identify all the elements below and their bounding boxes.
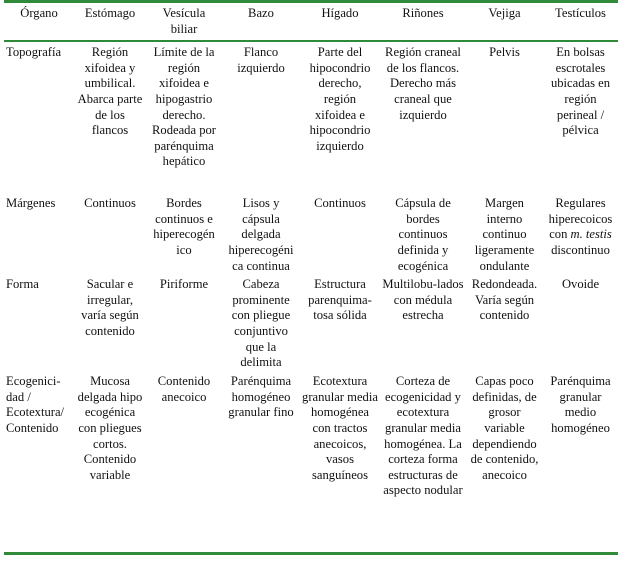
header-row	[4, 3, 618, 40]
table-row	[4, 193, 618, 274]
italic-term: m. testis	[570, 227, 612, 242]
row-label-topografia: Topografía	[6, 45, 62, 60]
header-cell-bazo: Bazo	[248, 6, 274, 20]
header-cell-testiculos: Testículos	[555, 6, 606, 20]
header-cell-rinones: Riñones	[402, 6, 444, 20]
table-cell: Sacular e irregular, varía según contenido	[81, 277, 139, 338]
row-label-forma: Forma	[6, 277, 39, 292]
cell-text: Regulares hiperecoicos con	[548, 196, 613, 242]
header-cell-estomago: Estómago	[84, 6, 136, 20]
table-cell: Corteza de ecogenicidad y ecotextura granular media homogénea. La corteza forma estructuras de aspecto nodular	[383, 374, 463, 498]
header-cell-vejiga: Vejiga	[488, 6, 521, 20]
table-cell: Ecotextura granular media homogénea con tractos anecoicos, vasos sanguíneos	[302, 374, 378, 482]
table-cell: Cabeza prominente con pliegue conjuntivo que la delimita	[231, 277, 291, 370]
bottom-rule	[4, 552, 618, 555]
row-label-ecogenicidad: Ecogenici-dad / Ecotextura/ Contenido	[6, 374, 65, 435]
table-cell: Margen interno continuo ligeramente ondulante	[474, 196, 535, 273]
table-cell: Redondeada. Varía según contenido	[471, 277, 538, 323]
table-cell: Multilobu-lados con médula estrecha	[382, 277, 464, 323]
table-cell: Parénquima granular medio homogéneo	[550, 374, 611, 435]
header-cell-higado: Hígado	[321, 6, 359, 20]
organ-ultrasound-table	[4, 3, 618, 552]
header-cell-organo: Órgano	[20, 6, 58, 20]
document-table-wrapper	[4, 0, 618, 555]
cell-text: discontinuo	[551, 242, 610, 257]
table-cell: Mucosa delgada hipo ecogénica con pliegues cortos. Contenido variable	[77, 374, 143, 482]
table-cell: Estructura parenquima-tosa sólida	[308, 277, 372, 323]
table-cell: Ovoide	[561, 277, 600, 292]
table-cell	[543, 193, 618, 274]
table-cell: Pelvis	[489, 45, 520, 60]
header-cell-vesicula: Vesícula biliar	[162, 6, 206, 36]
table-cell: Continuos	[84, 196, 136, 211]
table-row	[4, 274, 618, 371]
table-cell: Parte del hipocondrio derecho, región xifoidea e hipocondrio izquierdo	[309, 45, 371, 153]
table-cell: Contenido anecoico	[157, 374, 211, 404]
table-cell: En bolsas escrotales ubicadas en región perineal / pélvica	[550, 45, 611, 138]
table-cell: Lisos y cápsula delgada hiperecogéni ca continua	[228, 196, 294, 273]
table-cell: Bordes continuos e hiperecogén ico	[153, 196, 215, 257]
table-cell: Flanco izquierdo	[237, 45, 285, 75]
table-row	[4, 371, 618, 552]
table-cell: Piriforme	[159, 277, 209, 292]
table-cell: Capas poco definidas, de grosor variable dependiendo de contenido, anecoico	[470, 374, 539, 482]
table-cell: Límite de la región xifoidea e hipogastrio derecho. Rodeada por parénquima hepático	[152, 45, 216, 169]
table-cell: Región craneal de los flancos. Derecho más craneal que izquierdo	[385, 45, 461, 122]
table-cell: Parénquima homogéneo granular fino	[228, 374, 294, 420]
table-cell: Región xifoidea y umbilical. Abarca parte de los flancos	[77, 45, 143, 138]
table-cell: Continuos	[314, 196, 366, 211]
row-label-margenes: Márgenes	[6, 196, 56, 211]
table-row	[4, 42, 618, 193]
table-cell: Cápsula de bordes continuos definida y ecogénica	[395, 196, 451, 273]
